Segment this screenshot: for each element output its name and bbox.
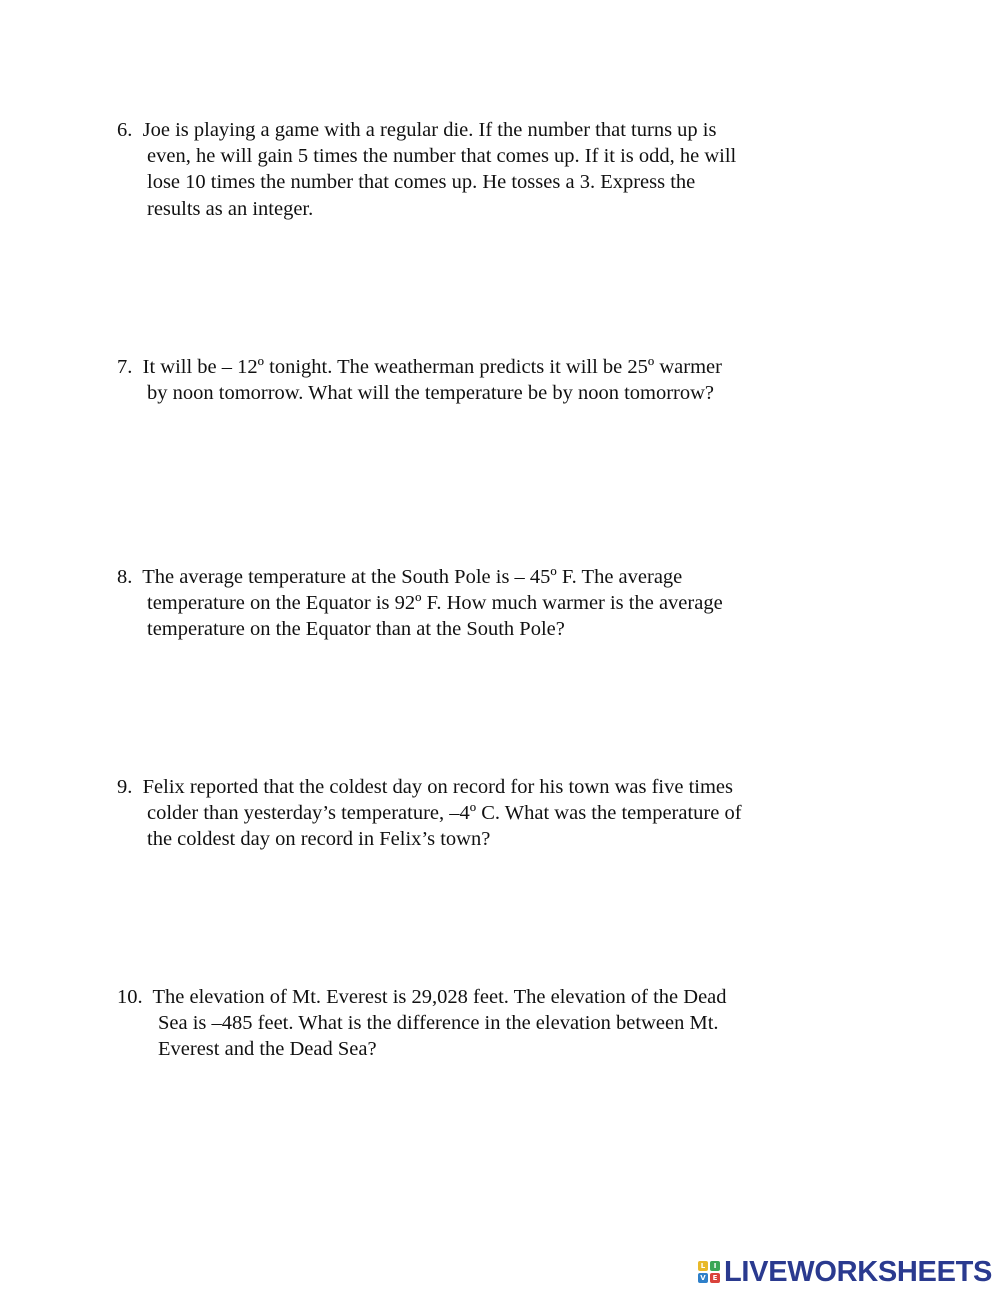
question-line xyxy=(117,984,837,1010)
logo-cell: I xyxy=(710,1261,720,1271)
question-line xyxy=(117,354,837,380)
question-text: Sea is –485 feet. What is the difference in the elevation between Mt. xyxy=(158,1012,719,1035)
question-text: by noon tomorrow. What will the temperature be by noon tomorrow? xyxy=(147,382,715,405)
question-text: results as an integer. xyxy=(147,197,314,220)
question-text: temperature on the Equator than at the South Pole? xyxy=(147,618,565,641)
question-number: 6. xyxy=(117,119,133,141)
question-text: the coldest day on record in Felix’s town? xyxy=(147,828,491,851)
logo-cell: E xyxy=(710,1273,720,1283)
question-text: Felix reported that the coldest day on record for his town was five times xyxy=(142,776,733,798)
question-text: It will be – 12º tonight. The weatherman predicts it will be 25º warmer xyxy=(142,356,722,378)
question-line xyxy=(117,117,837,143)
question-text: The average temperature at the South Pole is – 45º F. The average xyxy=(142,566,683,588)
liveworksheets-brand[interactable] xyxy=(698,1255,992,1289)
question-10 xyxy=(117,984,837,1063)
question-9 xyxy=(117,774,837,853)
question-text: temperature on the Equator is 92º F. How much warmer is the average xyxy=(147,592,723,615)
question-text: lose 10 times the number that comes up. He tosses a 3. Express the xyxy=(147,171,696,194)
question-number: 9. xyxy=(117,776,133,798)
question-7 xyxy=(117,354,837,406)
question-number: 10. xyxy=(117,986,143,1008)
logo-cell: V xyxy=(698,1273,708,1283)
question-text: Everest and the Dead Sea? xyxy=(158,1038,377,1061)
question-line xyxy=(117,564,837,590)
question-number: 7. xyxy=(117,356,133,378)
question-text: even, he will gain 5 times the number that comes up. If it is odd, he will xyxy=(147,145,737,168)
question-text: The elevation of Mt. Everest is 29,028 feet. The elevation of the Dead xyxy=(152,986,727,1008)
question-text: Joe is playing a game with a regular die. If the number that turns up is xyxy=(142,119,717,141)
question-line xyxy=(117,774,837,800)
question-8 xyxy=(117,564,837,643)
liveworksheets-logo-icon xyxy=(698,1261,720,1283)
brand-name: LIVEWORKSHEETS xyxy=(724,1255,993,1288)
question-text: colder than yesterday’s temperature, –4º C. What was the temperature of xyxy=(147,802,742,825)
logo-cell: L xyxy=(698,1261,708,1271)
question-6 xyxy=(117,117,837,222)
question-number: 8. xyxy=(117,566,133,588)
